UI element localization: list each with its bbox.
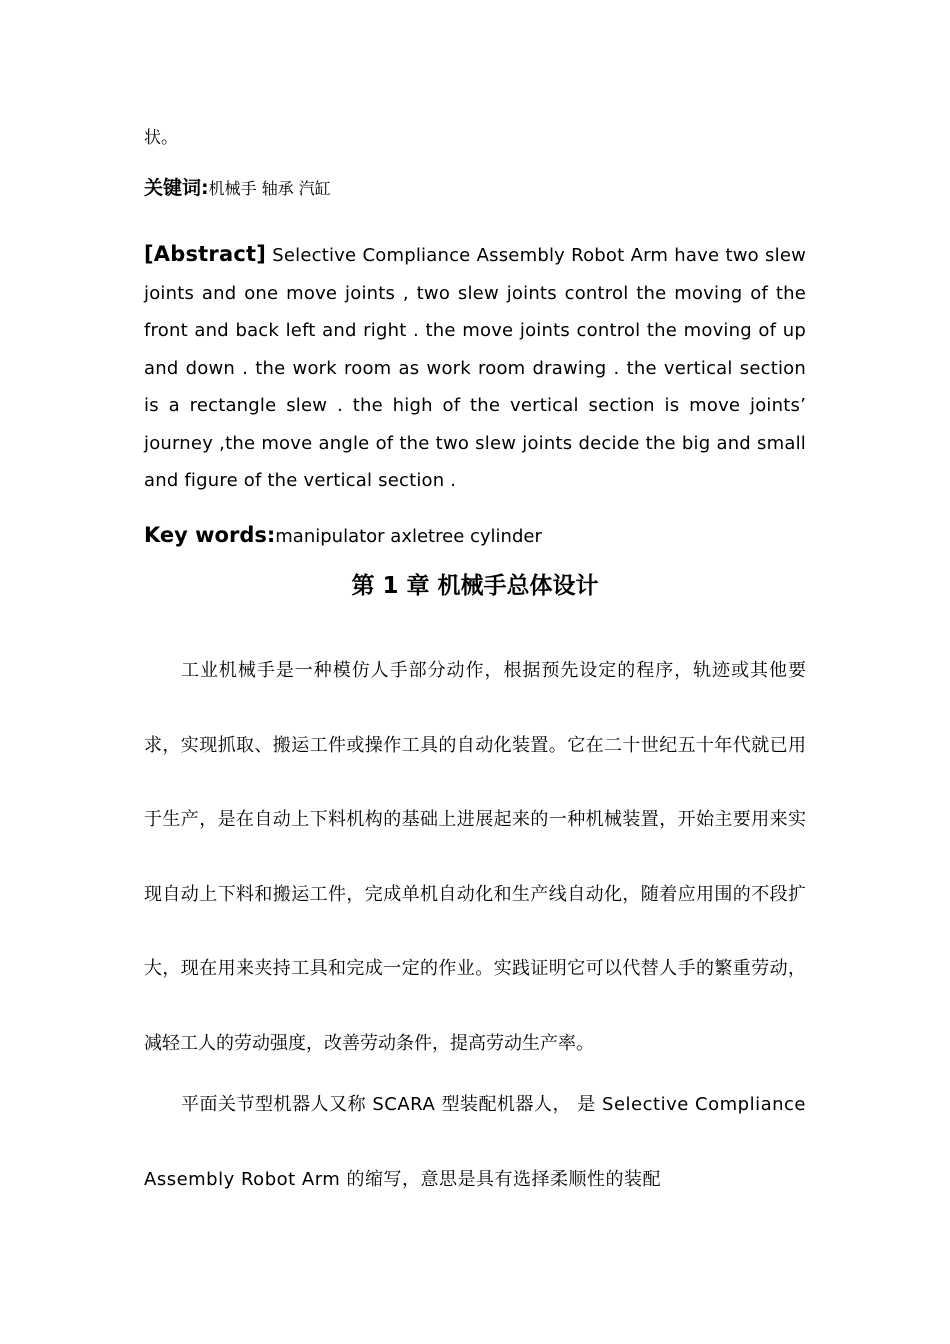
english-keywords-value: manipulator axletree cylinder: [275, 526, 542, 547]
body-paragraph: 平面关节型机器人又称 SCARA 型装配机器人， 是 Selective Compliance Assembly Robot Arm 的缩写，意思是具有选择柔顺性的装配: [144, 1094, 806, 1190]
abstract-text: Selective Compliance Assembly Robot Arm have two slew joints and one move joints , two slew joints control the moving of the front and back left and right . the move joints control the moving of up and down . the work room as work room drawing . the vertical section is a rectangle slew . the high of the vertical section is move joints’ journey ,the move angle of the two slew joints decide the big and small and figure of the vertical section .: [144, 245, 807, 491]
english-abstract: [144, 236, 806, 500]
body-paragraph: 工业机械手是一种模仿人手部分动作，根据预先设定的程序，轨迹或其他要求，实现抓取、搬运工件或操作工具的自动化装置。它在二十世纪五十年代就已用于生产，是在自动上下料机构的基础上进展起来的一种机械装置，开始主要用来实现自动上下料和搬运工件，完成单机自动化和生产线自动化，随着应用围的不段扩大，现在用来夹持工具和完成一定的作业。实践证明它可以代替人手的繁重劳动，减轻工人的劳动强度，改善劳动条件，提高劳动生产率。: [144, 660, 806, 1054]
english-keywords-label: Key words:: [144, 523, 276, 547]
chinese-keywords-label: 关键词:: [144, 177, 209, 199]
abstract-label: [Abstract]: [144, 242, 267, 266]
continued-text-fragment: 状。: [144, 128, 178, 148]
chinese-keywords: [144, 174, 806, 203]
english-keywords: [144, 521, 806, 551]
chapter-heading: 第 1 章 机械手总体设计: [351, 573, 599, 599]
chinese-keywords-value: 机械手 轴承 汽缸: [208, 179, 331, 198]
document-page: [144, 0, 806, 1344]
